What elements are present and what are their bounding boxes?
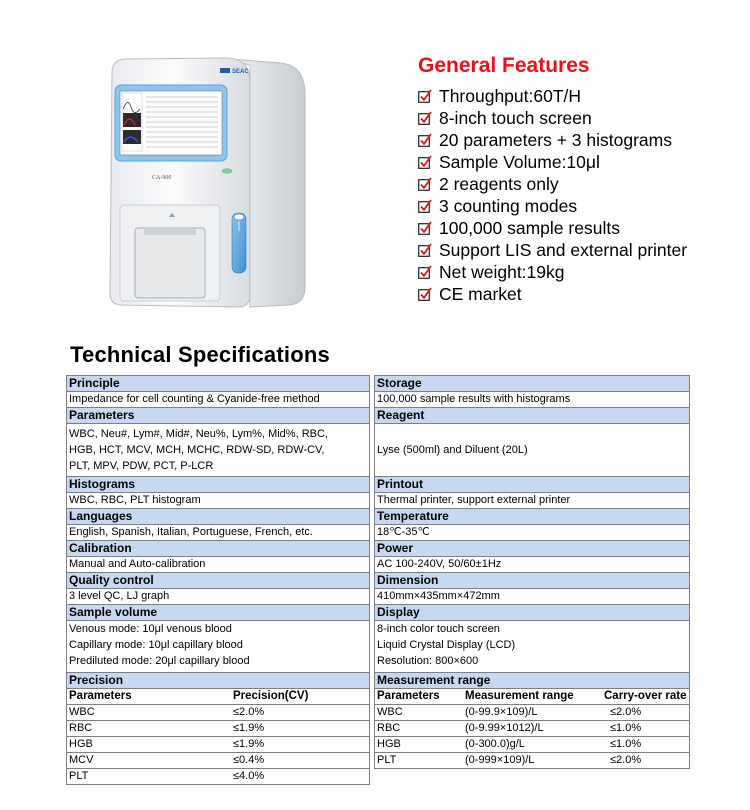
parameters-header: Parameters [67,408,369,424]
reagent-value: Lyse (500ml) and Diluent (20L) [375,424,689,477]
measurement-row [375,753,689,769]
precision-row [67,769,369,785]
measurement-range: (0-99.9×109)/L [465,706,538,718]
checkbox-icon [418,265,432,279]
feature-item [418,129,687,151]
storage-header: Storage [375,376,689,392]
feature-item [418,283,687,305]
measurement-range: (0-999×109)/L [465,754,535,766]
checkbox-icon [418,177,432,191]
sample-volume-value [67,621,369,673]
display-line: Liquid Crystal Display (LCD) [377,639,516,651]
precision-param: HGB [69,738,93,750]
features-list [418,85,687,305]
precision-column-headers [67,689,369,705]
sample-volume-line: Capillary mode: 10μl capillary blood [69,639,243,651]
sample-volume-line: Venous mode: 10μl venous blood [69,623,232,635]
display-line: Resolution: 800×600 [377,655,479,667]
printout-header: Printout [375,477,689,493]
precision-col-parameters: Parameters [69,690,132,702]
parameters-line: PLT, MPV, PDW, PCT, P-LCR [69,460,214,472]
measurement-col-carryover: Carry-over rate [604,690,687,702]
checkbox-icon [418,133,432,147]
spec-column-right [374,375,690,769]
measurement-range: (0-9.99×1012)/L [465,722,544,734]
precision-cv: ≤2.0% [233,706,265,718]
precision-cv: ≤0.4% [233,754,265,766]
checkbox-icon [418,287,432,301]
measurement-carryover: ≤1.0% [610,738,642,750]
checkbox-icon [418,243,432,257]
storage-value: 100,000 sample results with histograms [375,392,689,408]
quality-control-header: Quality control [67,573,369,589]
languages-value: English, Spanish, Italian, Portuguese, French, etc. [67,525,369,541]
measurement-row [375,705,689,721]
parameters-value [67,424,369,477]
feature-item [418,239,687,261]
spec-title: Technical Specifications [70,342,330,367]
measurement-param: HGB [377,738,401,750]
hematology-analyzer-image [100,55,340,310]
checkbox-icon [418,199,432,213]
feature-item [418,217,687,239]
measurement-param: RBC [377,722,401,734]
temperature-value: 18℃-35℃ [375,525,689,541]
precision-cv: ≤1.9% [233,738,265,750]
measurement-carryover: ≤2.0% [610,706,642,718]
feature-text: 20 parameters + 3 histograms [439,130,672,150]
spec-column-left [66,375,370,785]
measurement-param: PLT [377,754,397,766]
precision-param: MCV [69,754,94,766]
histograms-value: WBC, RBC, PLT histogram [67,493,369,509]
measurement-col-range: Measurement range [465,690,574,702]
feature-text: 2 reagents only [439,174,559,194]
checkbox-icon [418,111,432,125]
parameters-line: HGB, HCT, MCV, MCH, MCHC, RDW-SD, RDW-CV, [69,444,325,456]
measurement-carryover: ≤1.0% [610,722,642,734]
brand-logo: SEAC [232,69,249,75]
feature-item [418,173,687,195]
power-value: AC 100-240V, 50/60±1Hz [375,557,689,573]
feature-text: CE market [439,284,522,304]
precision-param: RBC [69,722,93,734]
feature-item [418,261,687,283]
precision-cv: ≤4.0% [233,770,265,782]
feature-item [418,107,687,129]
calibration-header: Calibration [67,541,369,557]
feature-text: Throughput:60T/H [439,86,582,106]
measurement-row [375,721,689,737]
display-header: Display [375,605,689,621]
principle-header: Principle [67,376,369,392]
measurement-range: (0-300.0)g/L [465,738,525,750]
feature-item [418,195,687,217]
precision-header: Precision [67,673,369,689]
measurement-param: WBC [377,706,403,718]
printout-value: Thermal printer, support external printer [375,493,689,509]
temperature-header: Temperature [375,509,689,525]
measurement-carryover: ≤2.0% [610,754,642,766]
feature-item [418,85,687,107]
histograms-header: Histograms [67,477,369,493]
checkbox-icon [418,221,432,235]
dimension-header: Dimension [375,573,689,589]
display-value [375,621,689,673]
precision-row [67,737,369,753]
features-title: General Features [418,54,590,77]
parameters-line: WBC, Neu#, Lym#, Mid#, Neu%, Lym%, Mid%, RBC, [69,428,328,440]
display-line: 8-inch color touch screen [377,623,500,635]
measurement-col-parameters: Parameters [377,690,440,702]
checkbox-icon [418,155,432,169]
precision-row [67,721,369,737]
calibration-value: Manual and Auto-calibration [67,557,369,573]
precision-param: WBC [69,706,95,718]
quality-control-value: 3 level QC, LJ graph [67,589,369,605]
dimension-value: 410mm×435mm×472mm [375,589,689,605]
model-label: CA-900 [152,175,172,181]
measurement-row [375,737,689,753]
feature-text: 8-inch touch screen [439,108,592,128]
measurement-column-headers [375,689,689,705]
feature-text: Support LIS and external printer [439,240,688,260]
feature-item [418,151,687,173]
checkbox-icon [418,89,432,103]
feature-text: Net weight:19kg [439,262,565,282]
precision-row [67,753,369,769]
sample-volume-line: Prediluted mode: 20μl capillary blood [69,655,250,667]
precision-cv: ≤1.9% [233,722,265,734]
sample-volume-header: Sample volume [67,605,369,621]
precision-col-cv: Precision(CV) [233,690,309,702]
precision-param: PLT [69,770,89,782]
precision-row [67,705,369,721]
feature-text: 3 counting modes [439,196,578,216]
power-header: Power [375,541,689,557]
measurement-header: Measurement range [375,673,689,689]
feature-text: Sample Volume:10μl [439,152,600,172]
reagent-header: Reagent [375,408,689,424]
languages-header: Languages [67,509,369,525]
feature-text: 100,000 sample results [439,218,620,238]
principle-value: Impedance for cell counting & Cyanide-free method [67,392,369,408]
